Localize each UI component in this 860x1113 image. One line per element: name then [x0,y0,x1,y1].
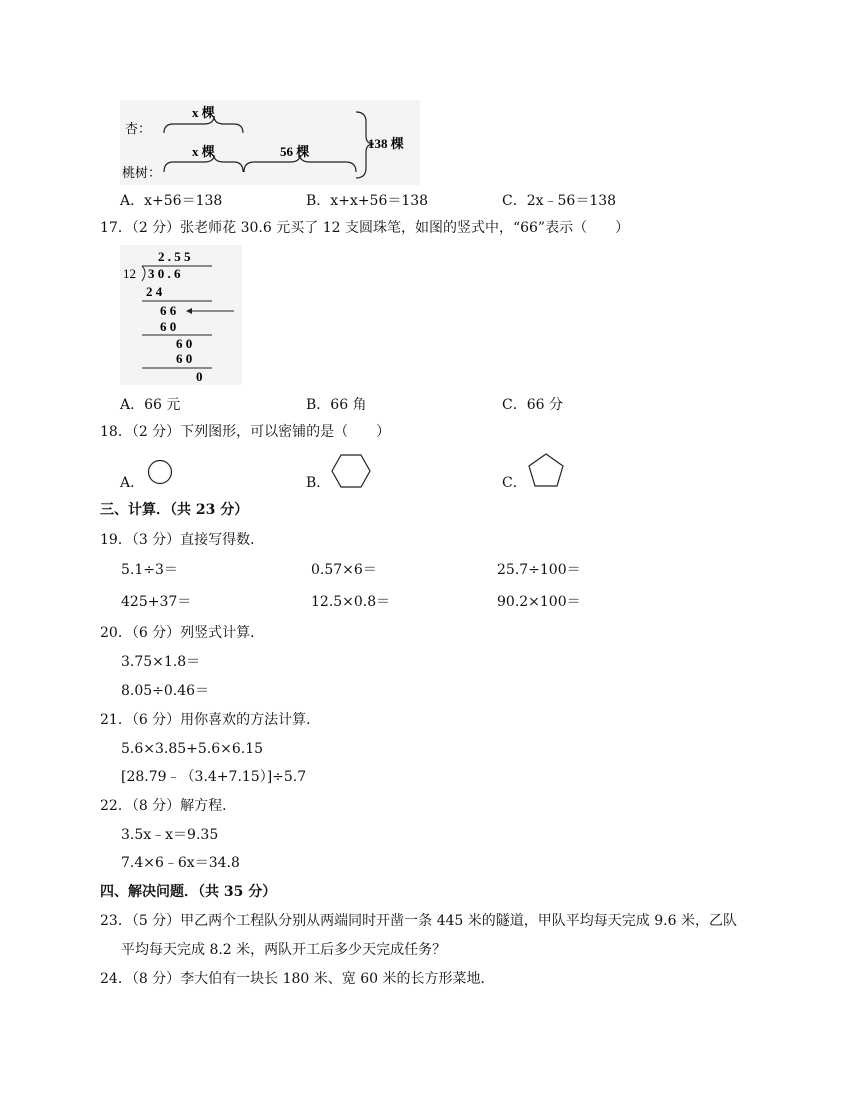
q16-option-b [306,190,428,210]
division-remainder: 0 [196,369,203,384]
q17-option-a [120,394,180,414]
division-step1: 2 4 [146,284,163,299]
q21-stem: 21．（6 分）用你喜欢的方法计算． [100,712,321,728]
division-step5: 6 0 [176,351,193,366]
q21-item: 5.6×3.85+5.6×6.15 [121,741,264,757]
q20-item: 3.75×1.8＝ [121,654,201,670]
section-4-heading: 四、解决问题．（共 35 分） [100,884,277,900]
section-3-heading: 三、计算．（共 23 分） [100,502,249,518]
option-text: 66 元 [144,397,181,413]
diagram-brace1-label: x 棵 [192,105,215,120]
q22-item: 3.5x﹣x＝9.35 [121,827,219,843]
option-letter: B． [306,397,331,413]
diagram-total-label: 138 棵 [368,136,404,151]
q21-item: [28.79﹣（3.4+7.15）]÷5.7 [121,769,307,785]
option-text: 2x﹣56＝138 [526,193,617,209]
q22-stem: 22．（8 分）解方程． [100,798,237,814]
q23-line2: 平均每天完成 8.2 米，两队开工后多少天完成任务？ [121,942,447,958]
q19-item: 90.2×100＝ [497,594,581,610]
q19-item: 25.7÷100＝ [497,562,581,578]
q19-item: 425+37＝ [121,594,192,610]
division-step3: 6 0 [160,319,177,334]
option-text: x+56＝138 [144,193,223,209]
q20-stem: 20．（6 分）列竖式计算． [100,625,265,641]
q16-option-a [120,190,222,210]
q19-item: 0.57×6＝ [311,562,377,578]
q16-option-c [502,190,616,210]
q19-item: 5.1÷3＝ [121,562,178,578]
division-dividend: 3 0 . 6 [148,266,181,281]
q18-option-c-letter: C． [502,475,527,491]
diagram-row1-label: 杏： [125,121,152,136]
option-letter: B． [306,193,331,209]
q19-item: 12.5×0.8＝ [311,594,391,610]
diagram-row2-label: 桃树： [122,165,162,180]
pentagon-icon [527,452,565,488]
line-segment-diagram [120,100,420,185]
option-text: 66 分 [526,397,563,413]
diagram-brace3-label: 56 棵 [280,144,310,159]
circle-icon [146,458,174,486]
q22-item: 7.4×6﹣6x＝34.8 [121,855,240,871]
q17-option-b [306,394,367,414]
q18-option-a-letter: A． [120,475,145,491]
q17-stem: 17．（2 分）张老师花 30.6 元买了 12 支圆珠笔，如图的竖式中，“66”表示（ ） [100,220,630,236]
division-step2: 6 6 [160,303,177,318]
diagram-brace2-label: x 棵 [192,144,215,159]
option-letter: C． [502,397,527,413]
q23-line1: 23．（5 分）甲乙两个工程队分别从两端同时开凿一条 445 米的隧道，甲队平均每天完成 9.6 米，乙队 [100,913,737,929]
q19-stem: 19．（3 分）直接写得数． [100,532,265,548]
q18-stem: 18．（2 分）下列图形，可以密铺的是（ ） [100,424,391,440]
option-text: x+x+56＝138 [330,193,429,209]
division-divisor: 12 [123,266,136,281]
q18-option-b-letter: B． [306,475,331,491]
q20-item: 8.05÷0.46＝ [121,683,210,699]
hexagon-icon [330,453,372,489]
option-text: 66 角 [330,397,367,413]
option-letter: A． [120,397,145,413]
q17-option-c [502,394,563,414]
division-step4: 6 0 [176,336,193,351]
q24-stem: 24．（8 分）李大伯有一块长 180 米、宽 60 米的长方形菜地． [100,971,495,987]
long-division-figure [120,245,242,385]
option-letter: A． [120,193,145,209]
option-letter: C． [502,193,527,209]
division-quotient: 2 . 5 5 [158,249,191,264]
